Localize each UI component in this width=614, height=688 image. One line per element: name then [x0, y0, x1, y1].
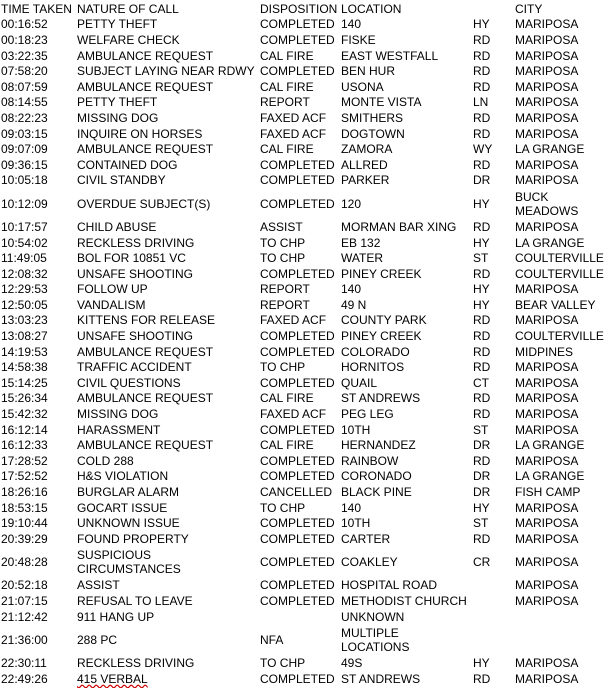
- time-cell: 20:52:18: [1, 578, 48, 593]
- suffix-cell: RD: [473, 671, 491, 686]
- suffix-cell: CT: [473, 375, 489, 390]
- time-cell: 14:19:53: [1, 344, 48, 359]
- disposition-cell: COMPLETED: [260, 516, 335, 531]
- nature-cell: BOL FOR 10851 VC: [77, 251, 186, 266]
- table-row: [1, 344, 613, 360]
- suffix-cell: ST: [473, 516, 489, 531]
- disposition-cell: REPORT: [260, 297, 310, 312]
- nature-cell: FOUND PROPERTY: [77, 531, 189, 546]
- city-cell: MARIPOSA: [515, 453, 579, 468]
- table-row: [1, 63, 613, 79]
- suffix-cell: HY: [473, 235, 490, 250]
- disposition-cell: TO CHP: [260, 656, 306, 671]
- time-cell: 22:49:26: [1, 671, 48, 686]
- location-cell: COAKLEY: [341, 555, 398, 570]
- suffix-cell: HY: [473, 656, 490, 671]
- disposition-cell: COMPLETED: [260, 157, 335, 172]
- nature-cell: AMBULANCE REQUEST: [77, 142, 214, 157]
- table-row: [1, 188, 613, 219]
- table-row: [1, 437, 613, 453]
- time-cell: 14:58:38: [1, 360, 48, 375]
- table-row: [1, 671, 613, 687]
- table-row: [1, 235, 613, 251]
- disposition-cell: COMPLETED: [260, 64, 335, 79]
- time-cell: 19:10:44: [1, 516, 48, 531]
- location-cell: CORONADO: [341, 469, 412, 484]
- nature-cell: MISSING DOG: [77, 407, 159, 422]
- disposition-cell: TO CHP: [260, 360, 306, 375]
- suffix-cell: RD: [473, 391, 491, 406]
- time-cell: 10:17:57: [1, 219, 48, 234]
- table-row: [1, 624, 613, 655]
- nature-cell: KITTENS FOR RELEASE: [77, 313, 216, 328]
- table-row: [1, 609, 613, 625]
- nature-cell: PETTY THEFT: [77, 17, 158, 32]
- time-cell: 21:07:15: [1, 593, 48, 608]
- suffix-cell: RD: [473, 79, 491, 94]
- suffix-cell: RD: [473, 407, 491, 422]
- time-cell: 07:58:20: [1, 64, 48, 79]
- disposition-cell: TO CHP: [260, 500, 306, 515]
- table-row: [1, 484, 613, 500]
- location-cell: ZAMORA: [341, 142, 393, 157]
- table-row: [1, 282, 613, 298]
- table-body: [1, 17, 613, 687]
- location-cell: COLORADO: [341, 344, 410, 359]
- city-cell: MARIPOSA: [515, 656, 579, 671]
- disposition-cell: COMPLETED: [260, 375, 335, 390]
- location-cell: WATER: [341, 251, 383, 266]
- suffix-cell: WY: [473, 142, 493, 157]
- time-cell: 10:54:02: [1, 235, 48, 250]
- table-row: [1, 17, 613, 33]
- suffix-cell: HY: [473, 17, 490, 32]
- location-cell: HOSPITAL ROAD: [341, 578, 438, 593]
- table-row: [1, 422, 613, 438]
- location-cell: 49S: [341, 656, 363, 671]
- location-cell: EAST WESTFALL: [341, 48, 439, 63]
- nature-cell: COLD 288: [77, 453, 134, 468]
- nature-cell: MISSING DOG: [77, 110, 159, 125]
- disposition-cell: COMPLETED: [260, 32, 335, 47]
- disposition-cell: FAXED ACF: [260, 407, 327, 422]
- suffix-cell: ST: [473, 251, 489, 266]
- city-cell: MARIPOSA: [515, 219, 579, 234]
- disposition-cell: COMPLETED: [260, 329, 335, 344]
- disposition-cell: FAXED ACF: [260, 126, 327, 141]
- suffix-cell: HY: [473, 297, 490, 312]
- city-cell: MARIPOSA: [515, 671, 579, 686]
- time-cell: 10:12:09: [1, 196, 48, 211]
- time-cell: 17:52:52: [1, 469, 48, 484]
- suffix-cell: RD: [473, 313, 491, 328]
- nature-cell: PETTY THEFT: [77, 95, 158, 110]
- time-cell: 12:29:53: [1, 282, 48, 297]
- suffix-cell: HY: [473, 282, 490, 297]
- city-cell: MARIPOSA: [515, 95, 579, 110]
- table-row: [1, 141, 613, 157]
- disposition-cell: CAL FIRE: [260, 438, 314, 453]
- time-cell: 15:14:25: [1, 375, 48, 390]
- time-cell: 08:14:55: [1, 95, 48, 110]
- disposition-cell: NFA: [260, 632, 284, 647]
- table-row: [1, 250, 613, 266]
- location-cell: MONTE VISTA: [341, 95, 422, 110]
- city-cell: FISH CAMP: [515, 485, 581, 500]
- suffix-cell: LN: [473, 95, 489, 110]
- location-cell: 120: [341, 196, 362, 211]
- suffix-cell: RD: [473, 64, 491, 79]
- location-cell: PARKER: [341, 173, 390, 188]
- city-cell: MARIPOSA: [515, 173, 579, 188]
- city-cell: MARIPOSA: [515, 500, 579, 515]
- location-cell: ST ANDREWS: [341, 391, 421, 406]
- city-cell: COULTERVILLE: [515, 251, 604, 266]
- suffix-cell: DR: [473, 485, 491, 500]
- nature-cell: 288 PC: [77, 632, 118, 647]
- time-cell: 16:12:33: [1, 438, 48, 453]
- location-cell: MORMAN BAR XING: [341, 219, 457, 234]
- time-cell: 08:07:59: [1, 79, 48, 94]
- time-cell: 17:28:52: [1, 453, 48, 468]
- city-cell: COULTERVILLE: [515, 266, 604, 281]
- nature-cell: AMBULANCE REQUEST: [77, 391, 214, 406]
- suffix-cell: RD: [473, 157, 491, 172]
- suffix-cell: DR: [473, 173, 491, 188]
- city-cell: MARIPOSA: [515, 313, 579, 328]
- disposition-cell: COMPLETED: [260, 593, 335, 608]
- disposition-cell: COMPLETED: [260, 422, 335, 437]
- city-cell: MARIPOSA: [515, 391, 579, 406]
- time-cell: 09:07:09: [1, 142, 48, 157]
- nature-cell: VANDALISM: [77, 297, 146, 312]
- time-cell: 21:36:00: [1, 632, 48, 647]
- disposition-cell: COMPLETED: [260, 469, 335, 484]
- nature-cell: AMBULANCE REQUEST: [77, 344, 214, 359]
- table-row: [1, 297, 613, 313]
- disposition-cell: COMPLETED: [260, 531, 335, 546]
- disposition-cell: COMPLETED: [260, 344, 335, 359]
- time-cell: 12:08:32: [1, 266, 48, 281]
- table-row: [1, 79, 613, 95]
- table-row: [1, 515, 613, 531]
- location-cell: MULTIPLE LOCATIONS: [341, 625, 410, 654]
- nature-cell: RECKLESS DRIVING: [77, 656, 195, 671]
- location-cell: HERNANDEZ: [341, 438, 416, 453]
- city-cell: MARIPOSA: [515, 282, 579, 297]
- nature-cell: 911 HANG UP: [77, 609, 155, 624]
- suffix-cell: RD: [473, 126, 491, 141]
- table-row: [1, 391, 613, 407]
- city-cell: LA GRANGE: [515, 142, 585, 157]
- suffix-cell: HY: [473, 196, 490, 211]
- nature-cell: UNSAFE SHOOTING: [77, 266, 194, 281]
- time-cell: 10:05:18: [1, 173, 48, 188]
- city-cell: BUCK MEADOWS: [515, 189, 579, 218]
- time-cell: 20:48:28: [1, 555, 48, 570]
- nature-cell: CHILD ABUSE: [77, 219, 157, 234]
- suffix-cell: CR: [473, 555, 491, 570]
- location-cell: 10TH: [341, 516, 371, 531]
- suffix-cell: RD: [473, 360, 491, 375]
- disposition-cell: COMPLETED: [260, 578, 335, 593]
- suffix-cell: RD: [473, 329, 491, 344]
- disposition-cell: CAL FIRE: [260, 391, 314, 406]
- disposition-cell: COMPLETED: [260, 671, 335, 686]
- time-cell: 13:03:23: [1, 313, 48, 328]
- suffix-cell: RD: [473, 219, 491, 234]
- disposition-cell: REPORT: [260, 95, 310, 110]
- nature-cell: BURGLAR ALARM: [77, 485, 180, 500]
- nature-cell: UNSAFE SHOOTING: [77, 329, 194, 344]
- city-cell: MARIPOSA: [515, 516, 579, 531]
- location-cell: COUNTY PARK: [341, 313, 427, 328]
- location-cell: SMITHERS: [341, 110, 404, 125]
- nature-cell: HARASSMENT: [77, 422, 161, 437]
- disposition-cell: COMPLETED: [260, 453, 335, 468]
- header-city: CITY: [515, 1, 543, 16]
- suffix-cell: HY: [473, 500, 490, 515]
- table-row: [1, 359, 613, 375]
- nature-cell: CIVIL QUESTIONS: [77, 375, 181, 390]
- table-row: [1, 655, 613, 671]
- nature-cell: TRAFFIC ACCIDENT: [77, 360, 192, 375]
- table-row: [1, 578, 613, 594]
- suffix-cell: RD: [473, 48, 491, 63]
- table-row: [1, 406, 613, 422]
- location-cell: CARTER: [341, 531, 391, 546]
- city-cell: MARIPOSA: [515, 407, 579, 422]
- disposition-cell: COMPLETED: [260, 196, 335, 211]
- suffix-cell: DR: [473, 469, 491, 484]
- nature-cell: SUBJECT LAYING NEAR RDWY: [77, 64, 255, 79]
- location-cell: 140: [341, 17, 362, 32]
- location-cell: PINEY CREEK: [341, 329, 422, 344]
- city-cell: MARIPOSA: [515, 32, 579, 47]
- time-cell: 09:36:15: [1, 157, 48, 172]
- location-cell: FISKE: [341, 32, 376, 47]
- table-row: [1, 375, 613, 391]
- table-row: [1, 157, 613, 173]
- time-cell: 18:26:16: [1, 485, 48, 500]
- city-cell: MIDPINES: [515, 344, 574, 359]
- nature-cell: SUSPICIOUS CIRCUMSTANCES: [77, 548, 181, 577]
- city-cell: MARIPOSA: [515, 531, 579, 546]
- nature-cell: FOLLOW UP: [77, 282, 148, 297]
- city-cell: LA GRANGE: [515, 469, 585, 484]
- nature-cell: H&S VIOLATION: [77, 469, 169, 484]
- location-cell: PEG LEG: [341, 407, 394, 422]
- location-cell: METHODIST CHURCH: [341, 593, 467, 608]
- city-cell: MARIPOSA: [515, 17, 579, 32]
- time-cell: 09:03:15: [1, 126, 48, 141]
- time-cell: 20:39:29: [1, 531, 48, 546]
- nature-cell: AMBULANCE REQUEST: [77, 48, 214, 63]
- disposition-cell: FAXED ACF: [260, 313, 327, 328]
- disposition-cell: COMPLETED: [260, 17, 335, 32]
- location-cell: QUAIL: [341, 375, 378, 390]
- city-cell: MARIPOSA: [515, 79, 579, 94]
- city-cell: MARIPOSA: [515, 555, 579, 570]
- table-row: [1, 313, 613, 329]
- disposition-cell: CAL FIRE: [260, 48, 314, 63]
- table-row: [1, 173, 613, 189]
- disposition-cell: CANCELLED: [260, 485, 333, 500]
- suffix-cell: DR: [473, 438, 491, 453]
- time-cell: 13:08:27: [1, 329, 48, 344]
- location-cell: ST ANDREWS: [341, 671, 421, 686]
- location-cell: EB 132: [341, 235, 381, 250]
- time-cell: 21:12:42: [1, 609, 48, 624]
- city-cell: COULTERVILLE: [515, 329, 604, 344]
- header-time: TIME TAKEN: [1, 1, 72, 16]
- disposition-cell: TO CHP: [260, 251, 306, 266]
- disposition-cell: COMPLETED: [260, 266, 335, 281]
- header-disposition: DISPOSITION: [260, 1, 338, 16]
- nature-cell: UNKNOWN ISSUE: [77, 516, 180, 531]
- time-cell: 12:50:05: [1, 297, 48, 312]
- nature-cell: AMBULANCE REQUEST: [77, 79, 214, 94]
- time-cell: 03:22:35: [1, 48, 48, 63]
- location-cell: 140: [341, 500, 362, 515]
- location-cell: RAINBOW: [341, 453, 399, 468]
- nature-cell: CIVIL STANDBY: [77, 173, 166, 188]
- time-cell: 00:16:52: [1, 17, 48, 32]
- location-cell: DOGTOWN: [341, 126, 405, 141]
- nature-cell: CONTAINED DOG: [77, 157, 178, 172]
- location-cell: UNKNOWN: [341, 609, 405, 624]
- nature-cell: GOCART ISSUE: [77, 500, 168, 515]
- table-row: [1, 469, 613, 485]
- disposition-cell: CAL FIRE: [260, 79, 314, 94]
- time-cell: 15:26:34: [1, 391, 48, 406]
- city-cell: BEAR VALLEY: [515, 297, 596, 312]
- nature-cell: ASSIST: [77, 578, 120, 593]
- location-cell: 49 N: [341, 297, 367, 312]
- header-nature: NATURE OF CALL: [77, 1, 179, 16]
- suffix-cell: RD: [473, 32, 491, 47]
- table-row: [1, 110, 613, 126]
- location-cell: BLACK PINE: [341, 485, 412, 500]
- time-cell: 18:53:15: [1, 500, 48, 515]
- table-row: [1, 593, 613, 609]
- disposition-cell: FAXED ACF: [260, 110, 327, 125]
- nature-cell: WELFARE CHECK: [77, 32, 180, 47]
- location-cell: ALLRED: [341, 157, 388, 172]
- city-cell: MARIPOSA: [515, 48, 579, 63]
- city-cell: MARIPOSA: [515, 157, 579, 172]
- table-row: [1, 547, 613, 578]
- nature-cell: RECKLESS DRIVING: [77, 235, 195, 250]
- city-cell: MARIPOSA: [515, 126, 579, 141]
- header-location: LOCATION: [341, 1, 402, 16]
- nature-cell: AMBULANCE REQUEST: [77, 438, 214, 453]
- disposition-cell: TO CHP: [260, 235, 306, 250]
- table-row: [1, 531, 613, 547]
- location-cell: HORNITOS: [341, 360, 405, 375]
- location-cell: BEN HUR: [341, 64, 396, 79]
- table-row: [1, 219, 613, 235]
- nature-cell: 415 VERBAL: [77, 671, 148, 686]
- disposition-cell: COMPLETED: [260, 173, 335, 188]
- city-cell: MARIPOSA: [515, 593, 579, 608]
- nature-cell: INQUIRE ON HORSES: [77, 126, 203, 141]
- table-row: [1, 453, 613, 469]
- time-cell: 16:12:14: [1, 422, 48, 437]
- disposition-cell: ASSIST: [260, 219, 303, 234]
- time-cell: 08:22:23: [1, 110, 48, 125]
- city-cell: MARIPOSA: [515, 375, 579, 390]
- table-row: [1, 126, 613, 142]
- city-cell: LA GRANGE: [515, 438, 585, 453]
- table-row: [1, 95, 613, 111]
- table-row: [1, 266, 613, 282]
- location-cell: PINEY CREEK: [341, 266, 422, 281]
- suffix-cell: RD: [473, 266, 491, 281]
- city-cell: LA GRANGE: [515, 235, 585, 250]
- time-cell: 15:42:32: [1, 407, 48, 422]
- city-cell: MARIPOSA: [515, 110, 579, 125]
- city-cell: MARIPOSA: [515, 578, 579, 593]
- city-cell: MARIPOSA: [515, 422, 579, 437]
- location-cell: 10TH: [341, 422, 371, 437]
- city-cell: MARIPOSA: [515, 360, 579, 375]
- time-cell: 11:49:05: [1, 251, 47, 266]
- suffix-cell: RD: [473, 453, 491, 468]
- time-cell: 00:18:23: [1, 32, 48, 47]
- nature-cell: OVERDUE SUBJECT(S): [77, 196, 211, 211]
- suffix-cell: ST: [473, 422, 489, 437]
- suffix-cell: RD: [473, 344, 491, 359]
- suffix-cell: RD: [473, 110, 491, 125]
- location-cell: 140: [341, 282, 362, 297]
- disposition-cell: REPORT: [260, 282, 310, 297]
- table-row: [1, 48, 613, 64]
- nature-cell: REFUSAL TO LEAVE: [77, 593, 193, 608]
- table-row: [1, 500, 613, 516]
- disposition-cell: COMPLETED: [260, 555, 335, 570]
- city-cell: MARIPOSA: [515, 64, 579, 79]
- time-cell: 22:30:11: [1, 656, 47, 671]
- header-row: [1, 1, 613, 17]
- call-log-table: [1, 1, 613, 687]
- disposition-cell: CAL FIRE: [260, 142, 314, 157]
- location-cell: USONA: [341, 79, 384, 94]
- table-row: [1, 328, 613, 344]
- suffix-cell: RD: [473, 531, 491, 546]
- table-row: [1, 32, 613, 48]
